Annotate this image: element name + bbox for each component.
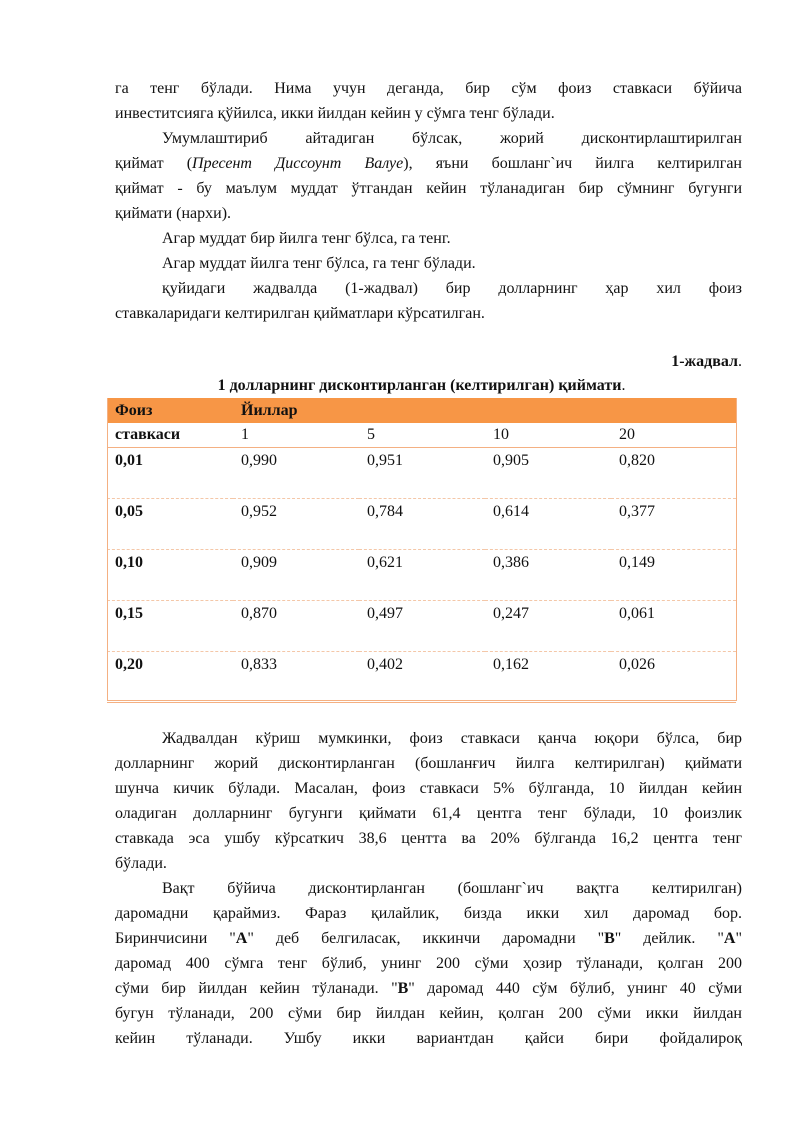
paragraph-5: қуйидаги жадвалда (1-жадвал) бир долларнинг ҳар хил фоиз ставкаларидаги келтирилган қийматлари кўрсатилган. xyxy=(115,280,742,322)
table-row: 0,15 0,870 0,497 0,247 0,061 xyxy=(107,601,736,652)
paragraph-3: Агар муддат бир йилга тенг бўлса, га тенг. xyxy=(162,230,451,247)
paragraph-2: Умумлаштириб айтадиган бўлсак, жорий дисконтирлаштирилган қиймат (Пресент Диссоунт Валуе), яъни бошланг`ич йилга келтирилган қиймат - бу маълум муддат ўтгандан кейин тўланадиган бир сўмнинг бугунги қиймати (нархи). xyxy=(115,130,742,222)
table-header-row-1 xyxy=(107,398,736,423)
table-label: 1-жадвал. xyxy=(671,353,742,370)
discount-table xyxy=(107,398,736,703)
table-row: 0,10 0,909 0,621 0,386 0,149 xyxy=(107,550,736,601)
table-row: 0,01 0,990 0,951 0,905 0,820 xyxy=(107,448,736,499)
paragraph-4: Агар муддат йилга тенг бўлса, га тенг бўлади. xyxy=(162,255,476,272)
table-title: 1 долларнинг дисконтирланган (келтирилган) қиймати. xyxy=(217,377,626,394)
header-years: Йиллар xyxy=(233,398,736,423)
paragraph-1: га тенг бўлади. Нима учун деганда, бир сўм фоиз ставкаси бўйича инвеститсияга қўйилса, икки йилдан кейин у сўмга тенг бўлади. xyxy=(115,80,742,122)
header-rate: Фоиз xyxy=(107,398,233,423)
paragraph-6: Жадвалдан кўриш мумкинки, фоиз ставкаси қанча юқори бўлса, бир долларнинг жорий дисконтирланган (бошланғич йилга келтирилган) қиймати шунча кичик бўлади. Масалан, фоиз ставкаси 5% бўлганда, 10 йилдан кейин оладиган долларнинг бугунги қиймати 61,4 центга тенг бўлади, 10 фоизлик ставкада эса ушбу кўрсаткич 38,6 центта ва 20% бўлганда 16,2 центга тенг бўлади. xyxy=(115,730,742,872)
table-row: 0,20 0,833 0,402 0,162 0,026 xyxy=(107,652,736,703)
table-header-row-2: ставкаси 1 5 10 20 xyxy=(107,423,736,448)
table-row: 0,05 0,952 0,784 0,614 0,377 xyxy=(107,499,736,550)
paragraph-7: Вақт бўйича дисконтирланган (бошланг`ич вақтга келтирилган) даромадни қараймиз. Фараз қилайлик, бизда икки хил даромад бор. Биринчисини "А" деб белгиласак, иккинчи даромадни "В" дейлик. "А" даромад 400 сўмга тенг бўлиб, унинг 200 сўми ҳозир тўланади, қолган 200 сўми бир йилдан кейин тўланади. "В" даромад 440 сўм бўлиб, унинг 40 сўми бугун тўланади, 200 сўми бир йилдан кейин, қолган 200 сўми икки йилдан кейин тўланади. Ушбу икки вариантдан қайси бири фойдалироқ xyxy=(115,880,743,1047)
